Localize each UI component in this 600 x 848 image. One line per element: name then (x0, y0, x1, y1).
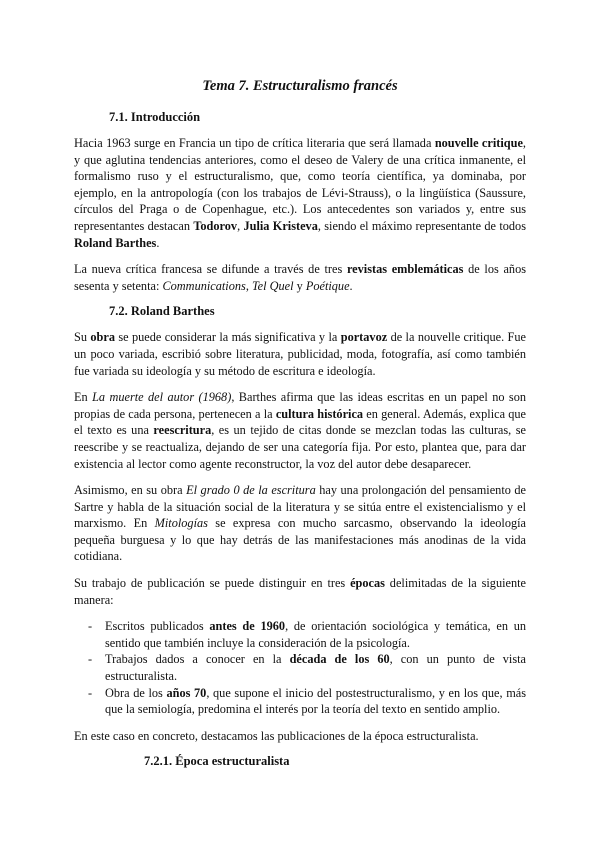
bold-term: Todorov (193, 218, 238, 233)
periods-list (74, 618, 526, 718)
bold-term: épocas (350, 576, 385, 591)
bold-term: Roland Barthes (74, 235, 157, 250)
italic-title: Mitologías (154, 516, 208, 531)
italic-title: La muerte del autor (1968) (92, 390, 232, 405)
bold-term: reescritura (153, 423, 212, 438)
subsection-heading-epoca-estructuralista: 7.2.1. Época estructuralista (144, 754, 290, 769)
bold-term: portavoz (340, 330, 388, 345)
bold-term: cultura histórica (275, 406, 364, 421)
bold-term: Julia Kristeva (243, 218, 318, 233)
list-dash: - (88, 619, 93, 634)
section-heading-introduccion: 7.1. Introducción (109, 110, 201, 124)
paragraph-intro-1: Hacia 1963 surge en Francia un tipo de crítica literaria que será llamada nouvelle critique, y que aglutina tendencias anteriores, como el deseo de Valery de una crítica inmanente, el formalismo ruso y el estructuralismo, que, como teoría científica, ya dominaba, por ejemplo, en la antropología (con los trabajos de Lévi-Strauss), o la lingüística (Saussure, círculos del Praga o de Copenhague, etc.). Los antecedentes son variados y, entre sus representantes destacan Todorov, Julia Kristeva, siendo el máximo representante de todos Roland Barthes. (74, 136, 526, 250)
document-page (74, 78, 526, 769)
bold-term: años 70 (166, 685, 207, 700)
bold-term: nouvelle critique (434, 136, 523, 150)
section-heading-barthes: 7.2. Roland Barthes (109, 304, 215, 319)
paragraph-intro-2: La nueva crítica francesa se difunde a través de tres revistas emblemáticas de los años sesenta y setenta: Communications, Tel Quel y Poétique. (74, 262, 526, 293)
italic-title: El grado 0 de la escritura (186, 483, 316, 498)
list-item: - Escritos publicados antes de 1960, de orientación sociológica y temática, en un sentido que también incluye la consideración de la psicología. (88, 619, 526, 650)
bold-term: obra (90, 330, 115, 345)
bold-term: antes de 1960 (209, 619, 286, 634)
italic-title: Poétique (305, 278, 350, 293)
list-dash: - (88, 652, 93, 667)
document-title: Tema 7. Estructuralismo francés (202, 78, 398, 94)
paragraph-barthes-5: En este caso en concreto, destacamos las publicaciones de la época estructuralista. (74, 728, 479, 743)
bold-term: década de los 60 (289, 652, 390, 667)
paragraph-barthes-3: Asimismo, en su obra El grado 0 de la escritura hay una prolongación del pensamiento de Sartre y habla de la situación social de la literatura y se sitúa entre el existencialismo y el marxismo. En Mitologías se expresa con mucho sarcasmo, observando la ideología pequeña burguesa y lo que hay detrás de las manifestaciones más anodinas de la vida cotidiana. (74, 483, 527, 564)
paragraph-barthes-2: En La muerte del autor (1968), Barthes afirma que las ideas escritas en un papel no son propias de cada persona, pertenecen a la cultura histórica en general. Además, explica que el texto es una reescritura, es un tejido de citas donde se mezclan todas las culturas, se reescribe y se reactualiza, dejando de ser una categoría fija. Por esto, plantea que, para dar existencia al lector como agente reconstructor, la voz del autor debe desaparecer. (74, 390, 527, 471)
italic-title: Tel Quel (251, 278, 294, 293)
list-item: - Obra de los años 70, que supone el inicio del postestructuralismo, y en los que, más que la semiología, predomina el interés por la teoría del texto en sentido amplio. (88, 685, 526, 717)
italic-title: Communications (162, 278, 246, 293)
list-item: - Trabajos dados a conocer en la década de los 60, con un punto de vista estructuralista. (88, 652, 527, 684)
list-dash: - (88, 685, 93, 700)
bold-term: revistas emblemáticas (346, 262, 464, 277)
paragraph-barthes-4: Su trabajo de publicación se puede distinguir en tres épocas delimitadas de la siguiente manera: (74, 576, 526, 607)
paragraph-barthes-1: Su obra se puede considerar la más significativa y la portavoz de la nouvelle critique. Fue un poco variada, escribió sobre literatura, publicidad, moda, fotografía, así como también fue variada su ideología y su método de escritura e ideología. (74, 330, 526, 378)
